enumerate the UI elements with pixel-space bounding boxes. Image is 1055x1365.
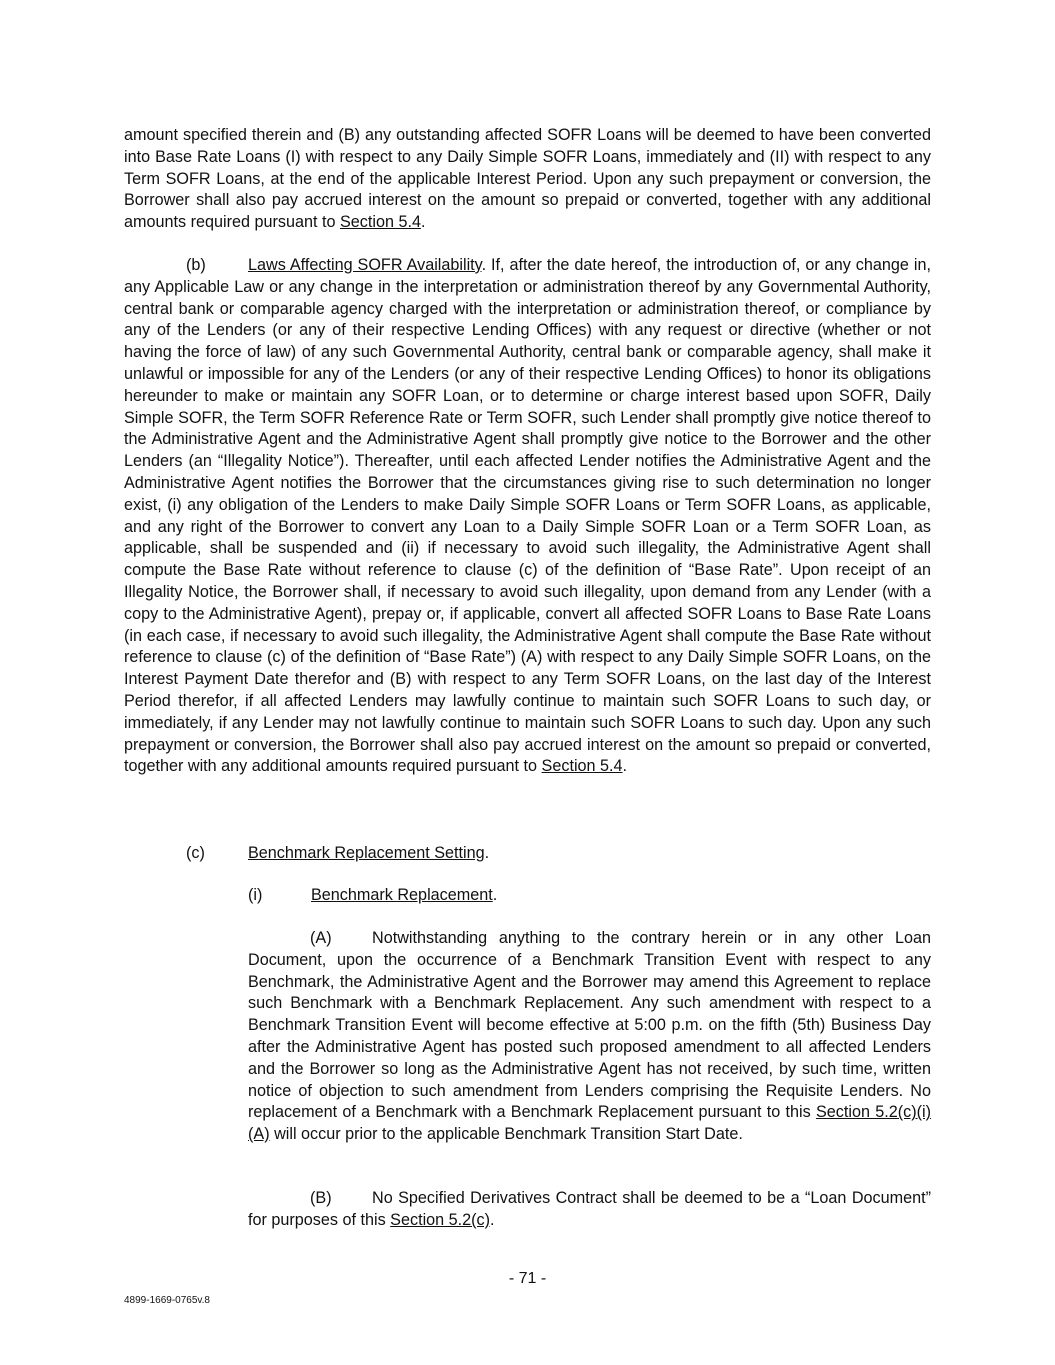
paragraph-label: (i) xyxy=(248,886,263,904)
paragraph-label: (c) xyxy=(186,844,205,862)
paragraph-label: (B) xyxy=(310,1189,332,1207)
section-reference-link: Section 5.4 xyxy=(339,213,421,232)
paragraph-c-i: (i) Benchmark Replacement. xyxy=(248,885,931,907)
paragraph-label: (b) xyxy=(186,256,206,274)
paragraph-heading: Laws Affecting SOFR Availability xyxy=(248,256,482,274)
paragraph-B: (B) No Specified Derivatives Contract shall be deemed to be a “Loan Document” for purposes of this Section 5.2(c). xyxy=(248,1189,931,1229)
paragraph-label: (A) xyxy=(310,929,332,947)
document-id: 4899-1669-0765v.8 xyxy=(124,1295,210,1306)
paragraph-A: (A) Notwithstanding anything to the contrary herein or in any other Loan Document, upon the occurrence of a Benchmark Transition Event with respect to any Benchmark, the Administrative Agent and the Borrower may amend this Agreement to replace such Benchmark with a Benchmark Replacement. Any such amendment with respect to a Benchmark Transition Event will become effective at 5:00 p.m. on the fifth (5th) Business Day after the Administrative Agent has posted such proposed amendment to all affected Lenders and the Borrower so long as the Administrative Agent has not received, by such time, written notice of objection to such amendment from Lenders comprising the Requisite Lenders. No replacement of a Benchmark with a Benchmark Replacement pursuant to this Section 5.2(c)(i)(A) will occur prior to the applicable Benchmark Transition Start Date. xyxy=(248,929,931,1144)
paragraph-continuation: amount specified therein and (B) any outstanding affected SOFR Loans will be deemed to have been converted into Base Rate Loans (I) with respect to any Daily Simple SOFR Loans, immediately and (II) with respect to any Term SOFR Loans, at the end of the applicable Interest Period. Upon any such prepayment or conversion, the Borrower shall also pay accrued interest on the amount so prepaid or converted, together with any additional amounts required pursuant to Section 5.4. xyxy=(124,126,931,232)
paragraph-heading: Benchmark Replacement xyxy=(311,886,493,904)
section-reference-link: Section 5.2(c)(i)(A) xyxy=(248,1103,931,1144)
section-reference-link: Section 5.2(c) xyxy=(390,1210,491,1229)
section-reference-link: Section 5.4 xyxy=(541,757,623,776)
paragraph-heading: Benchmark Replacement Setting xyxy=(248,844,485,862)
paragraph-b: (b) Laws Affecting SOFR Availability. If, after the date hereof, the introduction of, or any change in, any Applicable Law or any change in the interpretation or administration thereof by any Governmental Authority, central bank or comparable agency charged with the interpretation or administration thereof, or compliance by any of the Lenders (or any of their respective Lending Offices) with any request or directive (whether or not having the force of law) of any such Governmental Authority, central bank or comparable agency, shall make it unlawful or impossible for any of the Lenders (or any of their respective Lending Offices) to honor its obligations hereunder to make or maintain any SOFR Loan, or to determine or charge interest based upon SOFR, Daily Simple SOFR, the Term SOFR Reference Rate or Term SOFR, such Lender shall promptly give notice thereof to the Administrative Agent and the Administrative Agent shall promptly give notice to the Borrower and the other Lenders (an “Illegality Notice”). Thereafter, until each affected Lender notifies the Administrative Agent and the Administrative Agent notifies the Borrower that the circumstances giving rise to such determination no longer exist, (i) any obligation of the Lenders to make Daily Simple SOFR Loans or Term SOFR Loans, as applicable, and any right of the Borrower to convert any Loan to a Daily Simple SOFR Loan or a Term SOFR Loan, as applicable, shall be suspended and (ii) if necessary to avoid such illegality, the Administrative Agent shall compute the Base Rate without reference to clause (c) of the definition of “Base Rate”. Upon receipt of an Illegality Notice, the Borrower shall, if necessary to avoid such illegality, upon demand from any Lender (with a copy to the Administrative Agent), prepay or, if applicable, convert all affected SOFR Loans to Base Rate Loans (in each case, if necessary to avoid such illegality, the Administrative Agent shall compute the Base Rate without reference to clause (c) of the definition of “Base Rate”) (A) with respect to any Daily Simple SOFR Loans, on the Interest Payment Date therefor and (B) with respect to any Term SOFR Loans, on the last day of the Interest Period therefor, if all affected Lenders may lawfully continue to maintain such SOFR Loans to such day, or immediately, if any Lender may not lawfully continue to maintain such SOFR Loans to such day. Upon any such prepayment or conversion, the Borrower shall also pay accrued interest on the amount so prepaid or converted, together with any additional amounts required pursuant to Section 5.4. xyxy=(124,256,931,776)
page-number: - 71 - xyxy=(508,1270,547,1287)
paragraph-c: (c) Benchmark Replacement Setting. xyxy=(186,843,931,865)
